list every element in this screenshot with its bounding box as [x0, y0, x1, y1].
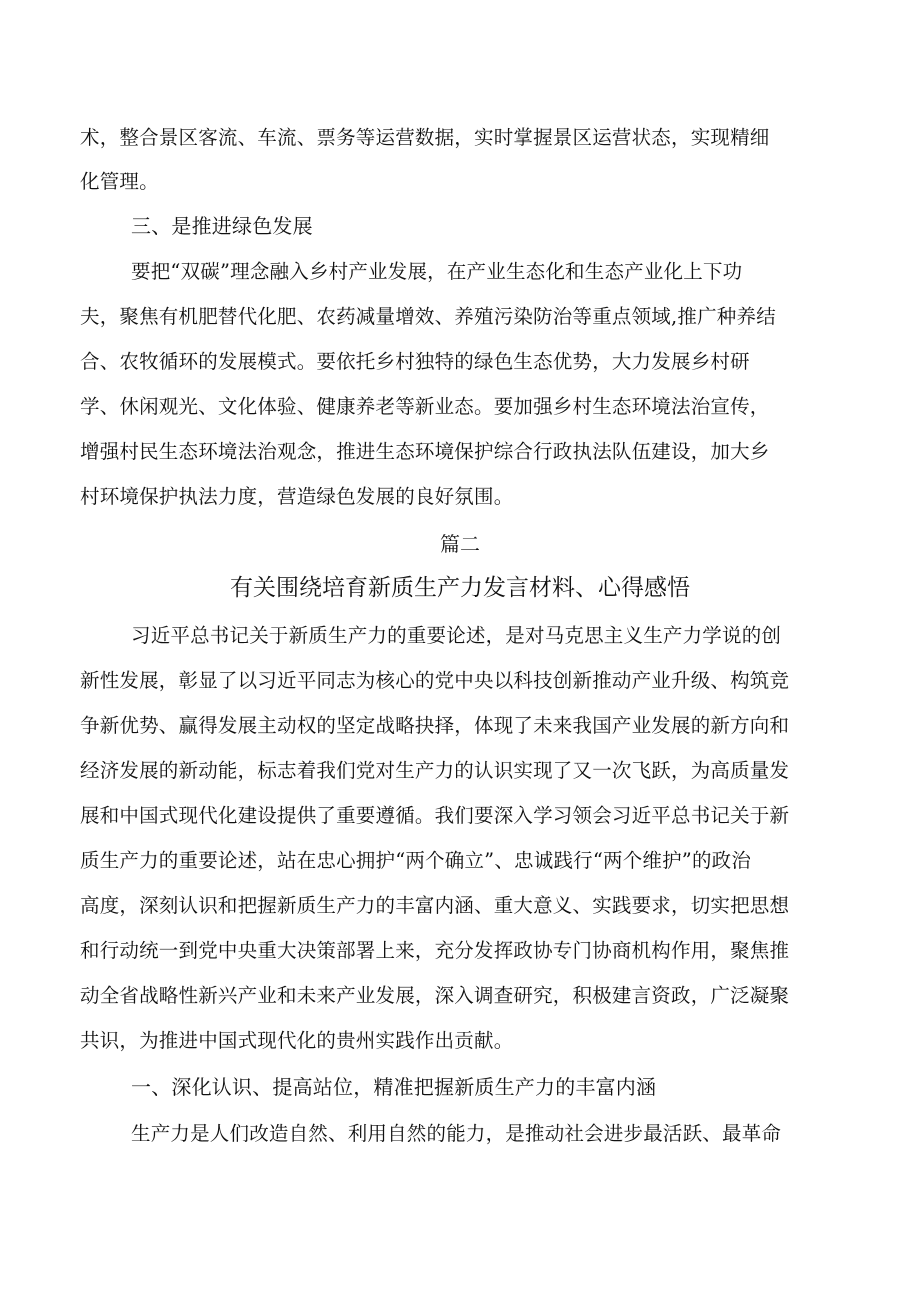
- paragraph-line: 化管理。: [80, 170, 159, 193]
- section-heading: 一、深化认识、提高站位，精准把握新质生产力的丰富内涵: [131, 1075, 657, 1099]
- paragraph-line: 习近平总书记关于新质生产力的重要论述，是对马克思主义生产力学说的创: [131, 624, 782, 647]
- paragraph-line: 增强村民生态环境法治观念，推进生态环境保护综合行政执法队伍建设，加大乡: [80, 440, 770, 463]
- paragraph-line: 新性发展，彰显了以习近平同志为核心的党中央以科技创新推动产业升级、构筑竞: [80, 669, 790, 692]
- article-title: 有关围绕培育新质生产力发言材料、心得感悟: [230, 575, 690, 601]
- part-label: 篇二: [440, 532, 480, 556]
- paragraph-line: 质生产力的重要论述，站在忠心拥护“两个确立”、忠诚践行“两个维护”的政治: [80, 849, 752, 872]
- paragraph-line: 经济发展的新动能，标志着我们党对生产力的认识实现了又一次飞跃，为高质量发: [80, 759, 790, 782]
- paragraph-line: 生产力是人们改造自然、利用自然的能力，是推动社会进步最活跃、最革命: [131, 1122, 782, 1145]
- paragraph-line: 展和中国式现代化建设提供了重要遵循。我们要深入学习领会习近平总书记关于新: [80, 804, 790, 827]
- paragraph-line: 共识，为推进中国式现代化的贵州实践作出贡献。: [80, 1029, 514, 1052]
- paragraph-line: 村环境保护执法力度，营造绿色发展的良好氛围。: [80, 485, 514, 508]
- section-heading: 三、是推进绿色发展: [131, 214, 313, 238]
- paragraph-line: 动全省战略性新兴产业和未来产业发展，深入调查研究，积极建言资政，广泛凝聚: [80, 984, 790, 1007]
- paragraph-line: 要把“双碳”理念融入乡村产业发展，在产业生态化和生态产业化上下功: [131, 260, 743, 283]
- paragraph-line: 高度，深刻认识和把握新质生产力的丰富内涵、重大意义、实践要求，切实把思想: [80, 894, 790, 917]
- paragraph-line: 和行动统一到党中央重大决策部署上来，充分发挥政协专门协商机构作用，聚焦推: [80, 939, 790, 962]
- paragraph-line: 术，整合景区客流、车流、票务等运营数据，实时掌握景区运营状态，实现精细: [80, 126, 770, 149]
- paragraph-line: 合、农牧循环的发展模式。要依托乡村独特的绿色生态优势，大力发展乡村研: [80, 350, 750, 373]
- paragraph-line: 夫，聚焦有机肥替代化肥、农药减量增效、养殖污染防治等重点领域,推广种养结: [80, 305, 776, 328]
- paragraph-line: 学、休闲观光、文化体验、健康养老等新业态。要加强乡村生态环境法治宣传，: [80, 395, 770, 418]
- paragraph-line: 争新优势、赢得发展主动权的坚定战略抉择，体现了未来我国产业发展的新方向和: [80, 714, 790, 737]
